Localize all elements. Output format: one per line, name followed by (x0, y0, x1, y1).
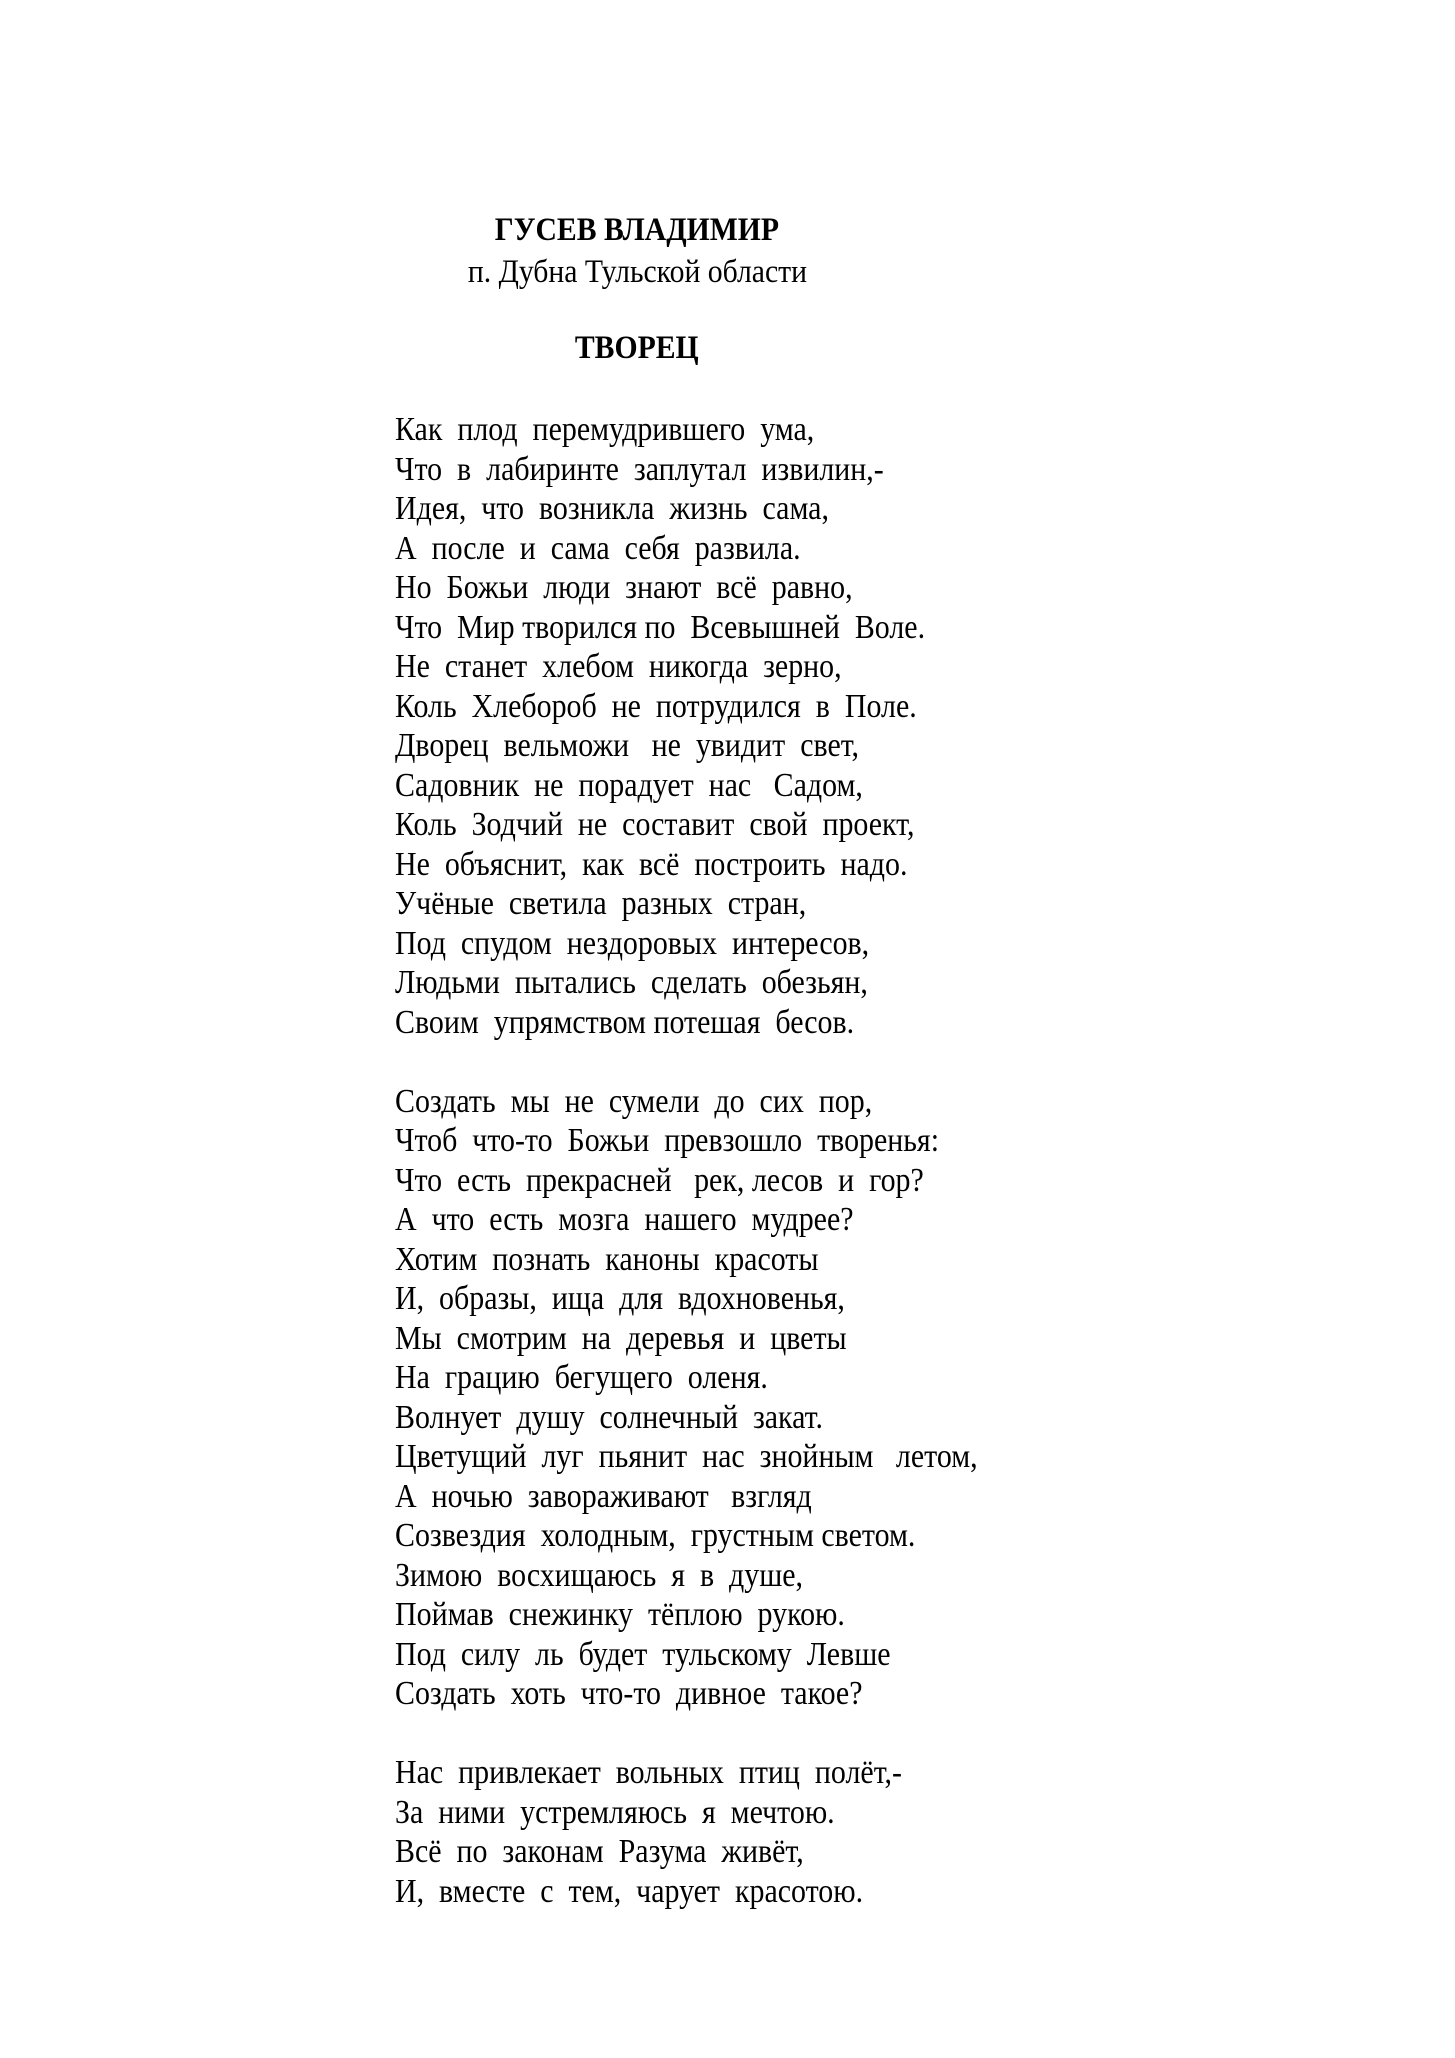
poem-line: Под спудом нездоровых интересов, (395, 924, 870, 962)
poem-title-text: ТВОРЕЦ (575, 330, 699, 366)
poem-line: Как плод перемудрившего ума, (395, 411, 815, 448)
poem-line: Хотим познать каноны красоты (395, 1240, 819, 1278)
poem-line: Создать хоть что-то дивное такое? (395, 1675, 863, 1712)
poem-line: И, образы, ища для вдохновенья, (395, 1280, 845, 1317)
poem-line: Садовник не порадует нас Садом, (395, 766, 863, 804)
poem-line: Под силу ль будет тульскому Левше (395, 1635, 891, 1673)
stanza (395, 1082, 978, 1714)
poem-line: Мы смотрим на деревья и цветы (395, 1319, 847, 1357)
poem-line: Дворец вельможи не увидит свет, (395, 727, 860, 764)
poem-line: А что есть мозга нашего мудрее? (395, 1201, 854, 1238)
poem-line: Всё по законам Разума живёт, (395, 1833, 804, 1870)
poem-line: Но Божьи люди знают всё равно, (395, 569, 853, 606)
poem-line: Учёные светила разных стран, (395, 885, 807, 922)
poem-line: Нас привлекает вольных птиц полёт,- (395, 1754, 902, 1791)
poem-line: Коль Зодчий не составит свой проект, (395, 806, 915, 843)
stanza (395, 1753, 978, 1911)
poem-line: Волнует душу солнечный закат. (395, 1398, 823, 1436)
poem-body (395, 410, 978, 1951)
poem-line: А ночью завораживают взгляд (395, 1477, 812, 1515)
stanza (395, 410, 978, 1042)
poem-line: Что Мир творился по Всевышней Воле. (395, 608, 926, 646)
poem-line: За ними устремляюсь я мечтою. (395, 1793, 835, 1831)
poem-line: Людьми пытались сделать обезьян, (395, 964, 868, 1001)
poem-line: Идея, что возникла жизнь сама, (395, 490, 829, 527)
poem-line: Поймав снежинку тёплою рукою. (395, 1596, 845, 1633)
poem-line: Не станет хлебом никогда зерно, (395, 648, 842, 685)
poem-line: А после и сама себя развила. (395, 529, 801, 567)
poem-line: Что есть прекрасней рек, лесов и гор? (395, 1161, 924, 1199)
poem-line: Что в лабиринте заплутал извилин,- (395, 450, 884, 488)
author-location (437, 252, 837, 292)
poem-line: На грацию бегущего оленя. (395, 1359, 768, 1396)
author-location-text: п. Дубна Тульской области (467, 254, 807, 290)
poem-line: Цветущий луг пьянит нас знойным летом, (395, 1438, 978, 1475)
author-name (437, 210, 837, 250)
poem-line: Не объяснит, как всё построить надо. (395, 845, 908, 883)
poem-line: И, вместе с тем, чарует красотою. (395, 1872, 864, 1910)
poem-line: Зимою восхищаюсь я в душе, (395, 1556, 804, 1594)
poem-line: Создать мы не сумели до сих пор, (395, 1082, 873, 1120)
poem-line: Коль Хлебороб не потрудился в Поле. (395, 687, 917, 725)
poem-line: Созвездия холодным, грустным светом. (395, 1517, 916, 1554)
poem-title (437, 328, 837, 368)
author-name-text: ГУСЕВ ВЛАДИМИР (494, 212, 780, 248)
poem-line: Чтоб что-то Божьи превзошло творенья: (395, 1122, 940, 1159)
poem-line: Своим упрямством потешая бесов. (395, 1003, 855, 1041)
